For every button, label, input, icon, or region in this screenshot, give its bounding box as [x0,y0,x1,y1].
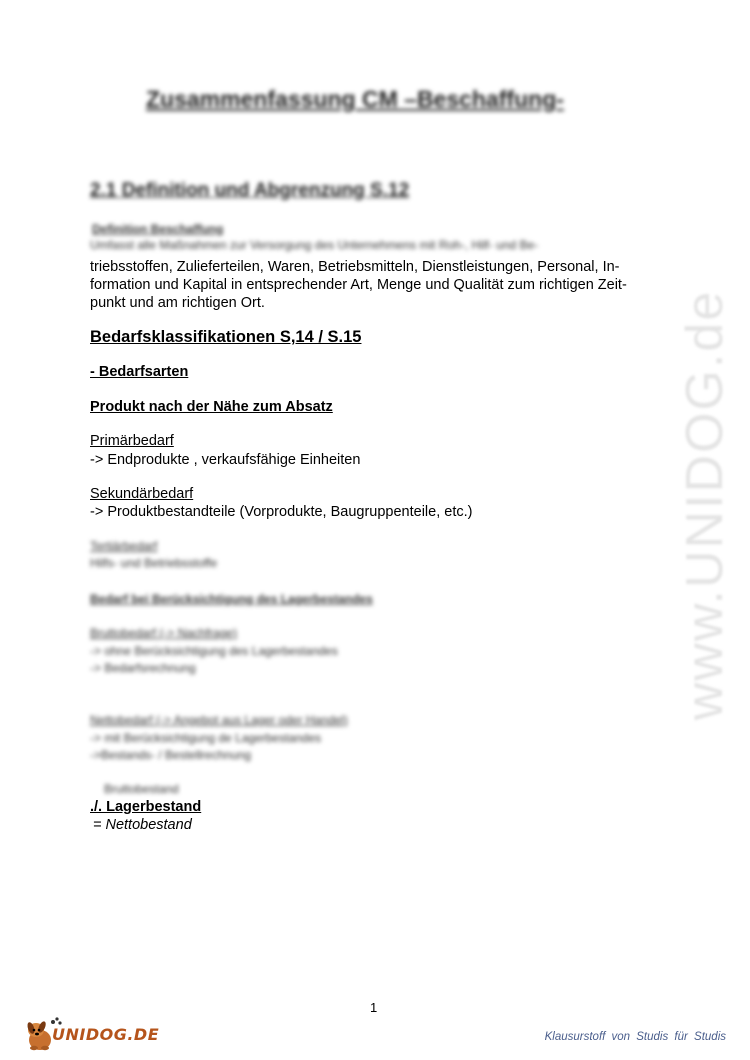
nettobestand: = Nettobestand [93,817,192,833]
definition-line-3: formation und Kapital in entsprechender Art, Menge und Qualität zum richtigen Zeit- [90,277,627,293]
tertiaerbedarf-text: Hilfs- und Betriebsstoffe [90,556,218,570]
lager-heading: Bedarf bei Berücksichtigung des Lagerbestandes [90,592,373,606]
section-heading: 2.1 Definition und Abgrenzung S.12 [90,180,410,201]
footer-tagline: Klausurstoff von Studis für Studis [544,1031,726,1043]
nettobedarf-line-2: ->Bestands- / Bestellrechnung [90,748,252,762]
bedarf-heading: Bedarfsklassifikationen S,14 / S.15 [90,328,362,346]
primaerbedarf-text: -> Endprodukte , verkaufsfähige Einheiten [90,452,361,468]
nettobedarf-label: Nettobedarf (-> Angebot aus Lager oder Handel) [90,713,348,727]
bruttobedarf-line-1: -> ohne Berücksichtigung des Lagerbestandes [90,644,338,658]
primaerbedarf-label: Primärbedarf [90,433,174,449]
definition-line-2: triebsstoffen, Zulieferteilen, Waren, Betriebsmitteln, Dienstleistungen, Personal, In- [90,259,620,275]
sekundaerbedarf-label: Sekundärbedarf [90,486,194,502]
definition-line-1: Umfasst alle Maßnahmen zur Versorgung des Unternehmens mit Roh-, Hilf- und Be- [90,238,539,252]
lagerbestand: ./. Lagerbestand [90,799,202,815]
logo-text: UNIDOG.DE [52,1025,160,1044]
bruttobedarf-line-2: -> Bedarfsrechnung [90,661,196,675]
watermark: www.UNIDOG.de [676,289,734,721]
produkt-heading: Produkt nach der Nähe zum Absatz [90,399,333,415]
sekundaerbedarf-text: -> Produktbestandteile (Vorprodukte, Baugruppenteile, etc.) [90,504,473,520]
document-title: Zusammenfassung CM –Beschaffung- [146,86,564,112]
definition-heading: Definition Beschaffung [92,222,224,236]
tertiaerbedarf-label: Tertiärbedarf [90,539,158,553]
page-number: 1 [370,1000,378,1015]
bruttobedarf-label: Bruttobedarf (-> Nachfrage) [90,626,238,640]
nettobedarf-line-1: -> mit Berücksichtigung de Lagerbestandes [90,731,322,745]
definition-line-4: punkt und am richtigen Ort. [90,295,265,311]
bedarfsarten-heading: - Bedarfsarten [90,364,189,380]
bruttobestand: Bruttobestand [104,782,179,796]
